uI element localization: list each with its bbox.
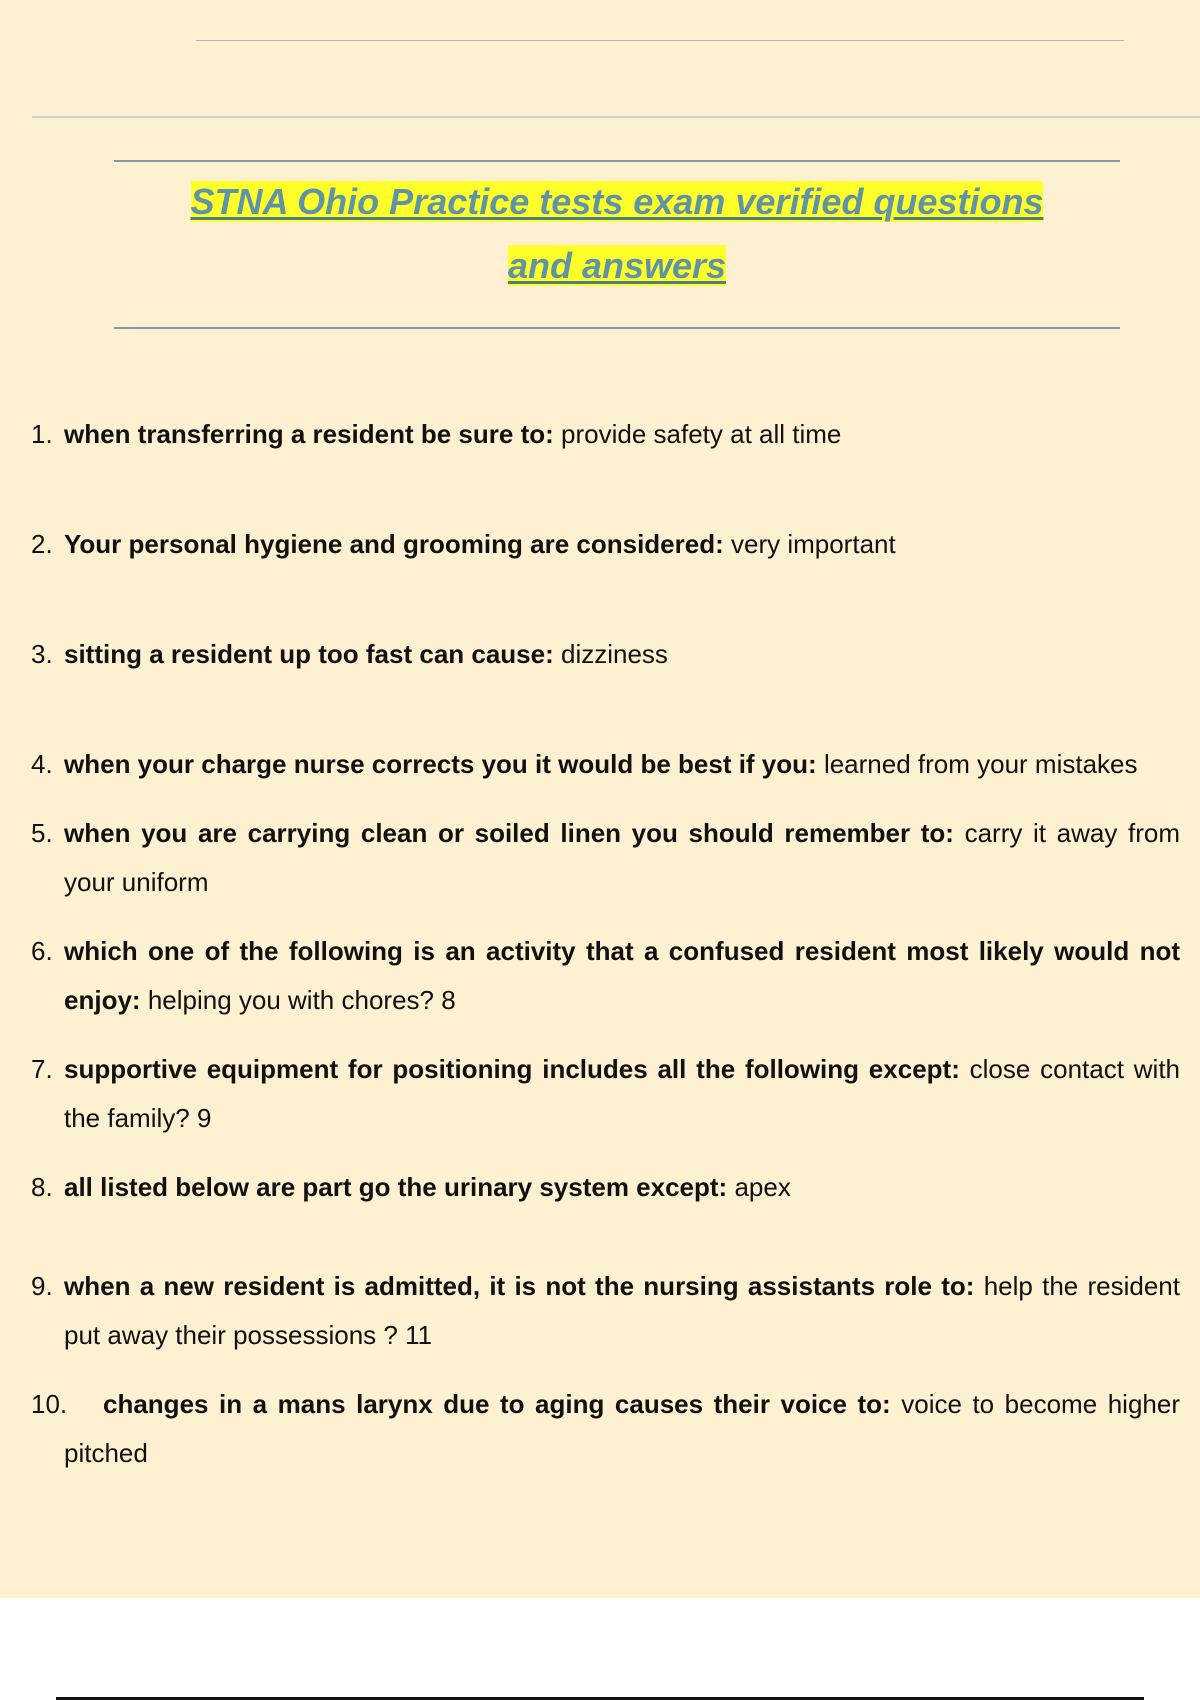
answer-text: provide safety at all time [561, 419, 842, 449]
answer-continuation: with the family? 9 [64, 1054, 1181, 1133]
question-text: all listed below are part go the urinary system except: [64, 1172, 728, 1202]
question-text: Your personal hygiene and grooming are considered: [64, 529, 724, 559]
question-number: 9. [31, 1271, 53, 1301]
header-rule [196, 40, 1124, 41]
question-item [0, 630, 1180, 679]
question-number: 4. [31, 749, 53, 779]
answer-text: dizziness [561, 639, 668, 669]
question-text: when your charge nurse corrects you it would be best if you: [64, 749, 817, 779]
question-number: 3. [31, 639, 53, 669]
question-text: sitting a resident up too fast can cause: [64, 639, 554, 669]
question-list [0, 410, 1180, 1478]
answer-continuation: pitched [64, 1438, 148, 1468]
answer-text: close contact [969, 1054, 1124, 1084]
answer-text: apex [734, 1172, 791, 1202]
question-text: which one of the following is an activity that a confused resident most likely would [64, 936, 1130, 966]
question-continuation: not enjoy: [64, 936, 1180, 1015]
question-text: when you are carrying clean or soiled linen you should remember to: [64, 818, 954, 848]
answer-text: learned from your mistakes [823, 749, 1138, 779]
answer-continuation: your uniform [64, 867, 209, 897]
answer-text: helping you with chores? 8 [147, 985, 456, 1015]
answer-text: carry it away from [964, 818, 1180, 848]
answer-text: help the [983, 1271, 1079, 1301]
question-item [0, 1163, 1180, 1212]
question-number: 10. [31, 1389, 68, 1419]
question-item [0, 1380, 1180, 1478]
title-top-rule [114, 160, 1120, 162]
title-bottom-rule [114, 327, 1120, 329]
question-number: 5. [31, 818, 53, 848]
title-line-1: STNA Ohio Practice tests exam verified questions [190, 181, 1044, 222]
question-item [0, 809, 1180, 907]
title-line-2: and answers [507, 245, 727, 286]
document-title [114, 170, 1120, 298]
question-number: 8. [31, 1172, 53, 1202]
question-number: 7. [31, 1054, 53, 1084]
question-item [0, 520, 1180, 569]
question-item [0, 410, 1180, 459]
question-text: when a new resident is admitted, it is not the nursing assistants role to: [64, 1271, 975, 1301]
question-item [0, 1045, 1180, 1143]
answer-continuation: resident put away their possessions ? 11 [64, 1271, 1180, 1350]
question-number: 6. [31, 936, 53, 966]
header-divider [32, 116, 1200, 118]
question-text: changes in a mans larynx due to aging causes their voice to: [103, 1389, 891, 1419]
question-item [0, 740, 1180, 789]
question-number: 1. [31, 419, 53, 449]
answer-text: very important [730, 529, 896, 559]
question-number: 2. [31, 529, 53, 559]
question-text: when transferring a resident be sure to: [64, 419, 554, 449]
answer-text: voice to become higher [901, 1389, 1180, 1419]
question-item [0, 927, 1180, 1025]
question-item [0, 1262, 1180, 1360]
question-text: supportive equipment for positioning includes all the following except: [64, 1054, 960, 1084]
